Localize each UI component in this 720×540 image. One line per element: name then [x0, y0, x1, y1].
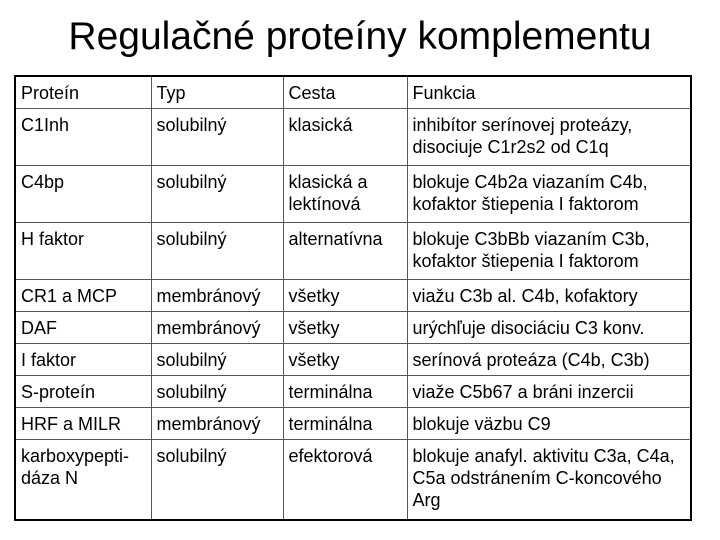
cell-protein: DAF — [15, 312, 151, 344]
cell-protein: CR1 a MCP — [15, 280, 151, 312]
cell-type: solubilný — [151, 109, 283, 166]
cell-type: solubilný — [151, 440, 283, 521]
cell-type: solubilný — [151, 376, 283, 408]
cell-function: inhibítor serínovej proteázy, disociuje C1r2s2 od C1q — [407, 109, 691, 166]
cell-type: solubilný — [151, 166, 283, 223]
cell-function: blokuje anafyl. aktivitu C3a, C4a, C5a odstránením C-koncového Arg — [407, 440, 691, 521]
cell-protein: S-proteín — [15, 376, 151, 408]
cell-protein: karboxypepti-dáza N — [15, 440, 151, 521]
cell-type: solubilný — [151, 223, 283, 280]
cell-protein: C4bp — [15, 166, 151, 223]
cell-function: blokuje väzbu C9 — [407, 408, 691, 440]
cell-protein: H faktor — [15, 223, 151, 280]
cell-pathway: terminálna — [283, 408, 407, 440]
table-row — [15, 376, 691, 408]
cell-pathway: alternatívna — [283, 223, 407, 280]
table-row — [15, 166, 691, 223]
regulatory-proteins-table — [14, 75, 692, 521]
header-cell-type: Typ — [151, 76, 283, 109]
cell-pathway: všetky — [283, 344, 407, 376]
table-row — [15, 344, 691, 376]
header-cell-function: Funkcia — [407, 76, 691, 109]
cell-pathway: efektorová — [283, 440, 407, 521]
table-row — [15, 223, 691, 280]
cell-pathway: klasická a lektínová — [283, 166, 407, 223]
table-row — [15, 280, 691, 312]
cell-function: viaže C5b67 a bráni inzercii — [407, 376, 691, 408]
cell-pathway: terminálna — [283, 376, 407, 408]
table-row — [15, 109, 691, 166]
cell-pathway: všetky — [283, 280, 407, 312]
cell-type: solubilný — [151, 344, 283, 376]
table-header-row — [15, 76, 691, 109]
cell-function: blokuje C4b2a viazaním C4b, kofaktor štiepenia I faktorom — [407, 166, 691, 223]
cell-function: serínová proteáza (C4b, C3b) — [407, 344, 691, 376]
header-cell-protein: Proteín — [15, 76, 151, 109]
table-row — [15, 440, 691, 521]
cell-protein: HRF a MILR — [15, 408, 151, 440]
cell-type: membránový — [151, 280, 283, 312]
table-row — [15, 408, 691, 440]
cell-protein: I faktor — [15, 344, 151, 376]
cell-function: urýchľuje disociáciu C3 konv. — [407, 312, 691, 344]
cell-pathway: všetky — [283, 312, 407, 344]
cell-function: viažu C3b al. C4b, kofaktory — [407, 280, 691, 312]
slide-title: Regulačné proteíny komplementu — [68, 15, 652, 58]
cell-pathway: klasická — [283, 109, 407, 166]
header-cell-pathway: Cesta — [283, 76, 407, 109]
cell-function: blokuje C3bBb viazaním C3b, kofaktor štiepenia I faktorom — [407, 223, 691, 280]
cell-protein: C1Inh — [15, 109, 151, 166]
table-row — [15, 312, 691, 344]
cell-type: membránový — [151, 312, 283, 344]
cell-type: membránový — [151, 408, 283, 440]
